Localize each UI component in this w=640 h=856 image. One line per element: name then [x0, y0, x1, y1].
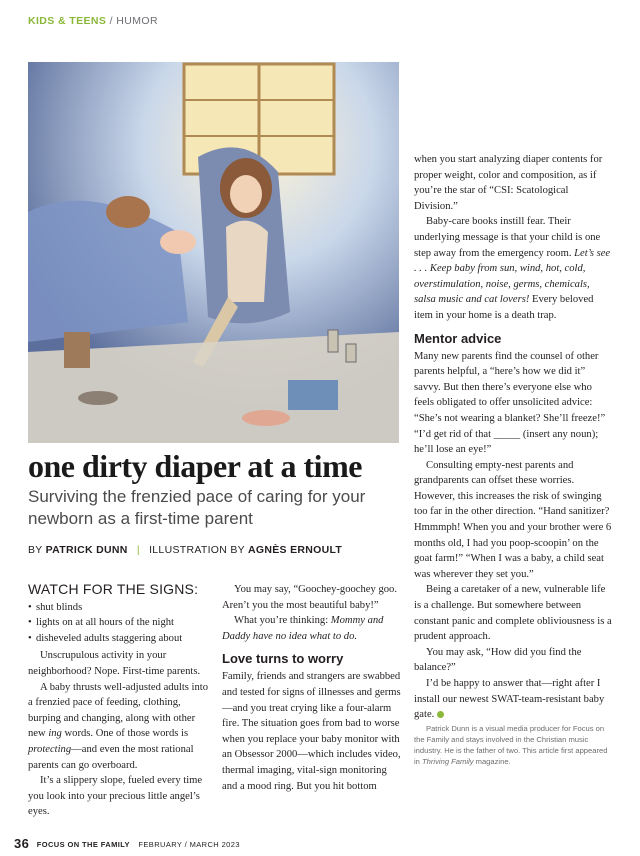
paragraph: Consulting empty-nest parents and grandparents can offset these worries. However, this increases the risk of swinging too far in the other direction. “Hand sanitizer? Hmmmph! When you and your brother were 6 months old, I had you poop-scoopin’ on the goat farm!” “When I was a baby, a child seat was wherever they set you.”	[414, 459, 612, 580]
list-item: • disheveled adults staggering about	[28, 631, 210, 647]
mother-face	[230, 175, 262, 213]
paragraph: I’d be happy to answer that—right after I install our newest SWAT-team-resistant baby gate.	[414, 678, 605, 721]
paragraph: when you start analyzing diaper contents for proper weight, color and composition, as if you’re the star of “CSI: Scatological Division.”	[414, 154, 603, 212]
paragraph: Many new parents find the counsel of other parents helpful, a “here’s how we did it” savvy. But then there’s everyone else who feels obligated to offer unsolicited advice: “She’s not wearing a blanket? She’ll freeze!” “I’d get rid of that _____ (insert any noun); he’ll lose an eye!”	[414, 350, 606, 456]
illustrator-prefix: ILLUSTRATION BY	[149, 544, 245, 556]
bottle-clutter	[328, 330, 338, 352]
article-deck: Surviving the frenzied pace of caring for your newborn as a first-time parent	[28, 487, 366, 528]
signs-list	[28, 600, 210, 647]
paragraph: Being a caretaker of a new, vulnerable life is a challenge. But somewhere between constant panic and complete obliviousness is a prudent approach.	[414, 584, 612, 643]
byline-prefix: BY	[28, 544, 43, 556]
list-item: • shut blinds	[28, 600, 210, 616]
column-2	[222, 582, 404, 794]
paragraph: Family, friends and strangers are swabbed and tested for signs of illnesses and germs—and you treat crying like a four-alarm fire. The situation goes from bad to worse when you replace your baby monitor with an Obsessor 2000—which includes video, thermal imaging, vital-sign monitoring and a mood ring. But you hit bottom	[222, 671, 401, 792]
paragraph: Baby-care books instill fear. Their underlying message is that your child is one step away from the emergency room. Let’s see . . . Keep baby from sun, wind, hot, cold, overstimulation, noise, germs, chemicals, salsa music and cat lovers! Every beloved item in your home is a death trap.	[414, 216, 611, 321]
paragraph: It’s a slippery slope, fueled every time you look into your precious little angel’s eyes.	[28, 775, 203, 818]
paragraph: Unscrupulous activity in your neighborhood? Nope. First-time parents.	[28, 650, 201, 677]
bag-clutter	[288, 380, 338, 410]
kicker-slash: /	[109, 15, 113, 27]
subsection-label: HUMOR	[116, 15, 158, 27]
page-number: 36	[14, 836, 30, 851]
father-head	[106, 196, 150, 228]
slipper-clutter	[242, 410, 290, 426]
issue-date: FEBRUARY / MARCH 2023	[138, 840, 240, 849]
author-name: PATRICK DUNN	[45, 544, 128, 556]
paragraph: You may ask, “How did you find the balance?”	[414, 646, 582, 674]
subheading: Love turns to worry	[222, 651, 344, 667]
subheading: Mentor advice	[414, 330, 502, 346]
section-label: KIDS & TEENS	[28, 15, 107, 27]
paragraph: A baby thrusts well-adjusted adults into a frenzied pace of feeding, clothing, burping and changing, along with other new ing words. One of those words is protecting—and even the most rational parents can go overboard.	[28, 681, 209, 771]
mother-body	[226, 221, 268, 302]
magazine-name: FOCUS ON THE FAMILY	[36, 840, 130, 849]
illustrator-name: AGNÈS ERNOULT	[248, 544, 343, 556]
box-clutter	[64, 332, 90, 368]
column-3	[414, 152, 614, 767]
section-kicker	[28, 15, 158, 27]
page-footer	[14, 836, 240, 851]
illustration-exhausted-parents	[28, 62, 399, 443]
author-bio: Patrick Dunn is a visual media producer for Focus on the Family and stays involved in the Christian music industry. He is the father of two. This article first appeared in Thriving Family magazine.	[414, 723, 608, 766]
baby-figure	[160, 230, 196, 254]
byline	[28, 544, 342, 556]
paragraph: You may say, “Goochey-goochey goo. Aren’t you the most beautiful baby!”	[222, 584, 397, 611]
shoe-clutter	[78, 391, 118, 405]
byline-separator: |	[136, 544, 140, 556]
paragraph: What you’re thinking: Mommy and Daddy have no idea what to do.	[222, 615, 384, 642]
list-item: • lights on at all hours of the night	[28, 615, 210, 631]
column-1	[28, 582, 210, 820]
article-headline: one dirty diaper at a time	[28, 448, 362, 484]
end-mark-icon	[437, 711, 444, 718]
sidebar-title: WATCH FOR THE SIGNS:	[28, 581, 199, 597]
bottle-clutter	[346, 344, 356, 362]
